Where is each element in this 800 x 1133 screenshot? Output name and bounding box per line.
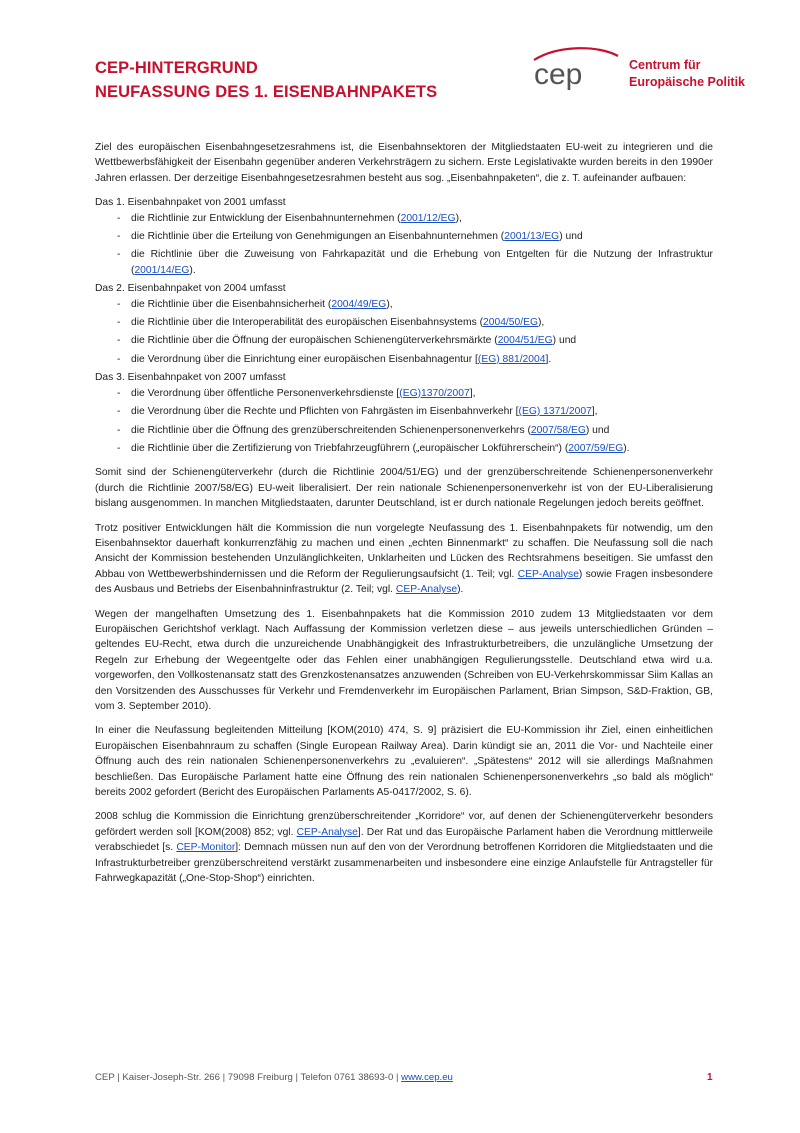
header-title-line2: NEUFASSUNG DES 1. EISENBAHNPAKETS xyxy=(95,83,438,101)
reform-paragraph: Trotz positiver Entwicklungen hält die Kommission die nun vorgelegte Neufassung des 1. Eisenbahnpakets für notwendig, um den Eisenbahnsektor dauerhaft konkurrenzfähig zu machen und einen „echten Binnenmarkt“ zu schaffen. Die Neufassung soll die nach Ansicht der Kommission bestehenden Unzulänglichkeiten, Unklarheiten und Lücken des Rechtsrahmens beseitigen. Sie umfasst den Abbau von Wettbewerbshindernissen und die Reform der Regulierungsaufsicht (1. Teil; vgl. CEP-Analyse) sowie Fragen insbesondere des Ausbaus und Betriebs der Eisenbahninfrastruktur (2. Teil; vgl. CEP-Analyse). xyxy=(95,522,713,596)
list-item: - die Richtlinie über die Eisenbahnsicherheit (2004/49/EG), xyxy=(95,297,713,312)
logo-name-line2: Europäische Politik xyxy=(629,75,746,89)
list-item: - die Richtlinie über die Erteilung von Genehmigungen an Eisenbahnunternehmen (2001/13/EG) und xyxy=(95,229,713,244)
infringement-paragraph: Wegen der mangelhaften Umsetzung des 1. Eisenbahnpakets hat die Kommission 2010 zudem 13 Mitgliedstaaten vor dem Europäischen Gerichtshof verklagt. Nach Auffassung der Kommission verletzen diese – aus jeweils unterschiedlichen Gründen – geltendes EU-Recht, etwa durch die unzureichende Unabhängigkeit des Infrastrukturbetreibers, die unzulängliche Umsetzung der Regeln zur Erhebung der Wegeentgelte oder das Fehlen einer unabhängigen Regulierungsstelle. Deutschland etwa wird u.a. vorgeworfen, den Vollkostenansatz statt des Grenzkostenansatzes anzuwenden (Schreiben von EU-Verkehrskommissar Siim Kallas an den Vorsitzenden des Ausschusses für Verkehr und Fremdenverkehr im Europäischen Parlament, Brian Simpson, S&D-Fraktion, GB, vom 3. September 2010). xyxy=(95,608,713,712)
list-item: - die Richtlinie über die Interoperabilität des europäischen Eisenbahnsystems (2004/50/EG), xyxy=(95,315,713,330)
package2-heading: Das 2. Eisenbahnpaket von 2004 umfasst xyxy=(95,283,286,295)
doc-link[interactable]: (EG) 1371/2007 xyxy=(518,406,592,418)
list-item: - die Richtlinie über die Zuweisung von Fahrkapazität und die Erhebung von Entgelten für die Nutzung der Infrastruktur (2001/14/EG). xyxy=(95,247,713,278)
cep-monitor-link[interactable]: CEP-Monitor xyxy=(176,842,236,854)
list-item: - die Richtlinie über die Zertifizierung von Triebfahrzeugführern („europäischer Lokführerschein“) (2007/59/EG). xyxy=(95,441,713,456)
cep-analyse-link[interactable]: CEP-Analyse xyxy=(517,568,579,580)
doc-link[interactable]: 2007/59/EG xyxy=(568,442,624,454)
cep-logo-mark xyxy=(528,44,623,92)
package2-list xyxy=(95,297,713,368)
intro-paragraph: Ziel des europäischen Eisenbahngesetzesrahmens ist, die Eisenbahnsektoren der Mitgliedstaaten EU-weit zu integrieren und die Wettbewerbsfähigkeit der Eisenbahn gegenüber anderen Verkehrsträgern zu sichern. Erste Legislativakte wurden bereits in den 1990er Jahren erlassen. Der derzeitige Eisenbahngesetzesrahmen besteht aus sog. „Eisenbahnpaketen“, die z. T. aufeinander aufbauen: xyxy=(95,142,713,184)
page-number: 1 xyxy=(707,1072,713,1083)
package3-list xyxy=(95,386,713,457)
communication-paragraph: In einer die Neufassung begleitenden Mitteilung [KOM(2010) 474, S. 9] präzisiert die EU-Kommission ihr Ziel, einen einheitlichen Europäischen Eisenbahnraum zu schaffen (Single European Railway Area). Darin kündigt sie an, 2011 die Vor- und Nachteile einer Öffnung auch des rein nationalen Schienenpersonenverkehrs zu „evaluieren“. „Spätestens“ 2012 will sie allerdings Maßnahmen beschließen. Das Europäische Parlament hatte eine Öffnung des rein nationalen Schienenpersonenverkehrs „so bald als möglich“ bereits 2002 gefordert (Bericht des Europäischen Parlaments A5-0417/2002, S. 6). xyxy=(95,725,713,799)
list-item: - die Richtlinie zur Entwicklung der Eisenbahnunternehmen (2001/12/EG), xyxy=(95,211,713,226)
package1-list xyxy=(95,211,713,279)
doc-link[interactable]: 2007/58/EG xyxy=(530,424,586,436)
doc-link[interactable]: (EG)1370/2007 xyxy=(399,387,470,399)
page-footer xyxy=(95,1072,453,1083)
website-link[interactable]: www.cep.eu xyxy=(401,1072,453,1083)
list-item: - die Verordnung über öffentliche Personenverkehrsdienste [(EG)1370/2007], xyxy=(95,386,713,401)
cep-analyse-link[interactable]: CEP-Analyse xyxy=(395,584,458,596)
doc-link[interactable]: 2001/13/EG xyxy=(504,231,560,243)
liberalisation-paragraph: Somit sind der Schienengüterverkehr (durch die Richtlinie 2004/51/EG) und der grenzüberschreitende Schienenpersonenverkehr (durch die Richtlinie 2007/58/EG) EU-weit liberalisiert. Der rein nationale Schienenpersonenverkehr ist von der EU-Liberalisierung bislang ausgenommen. In manchen Mitgliedstaaten, darunter Deutschland, ist er durch nationale Regelungen jedoch bereits geöffnet. xyxy=(95,467,713,510)
header-title-line1: CEP-HINTERGRUND xyxy=(95,59,258,77)
cep-logo xyxy=(528,44,746,92)
list-item: - die Verordnung über die Rechte und Pflichten von Fahrgästen im Eisenbahnverkehr [(EG) 1371/2007], xyxy=(95,404,713,419)
doc-link[interactable]: 2001/12/EG xyxy=(400,212,456,224)
package1-heading: Das 1. Eisenbahnpaket von 2001 umfasst xyxy=(95,197,286,209)
logo-name-line1: Centrum für xyxy=(629,58,701,72)
package3-heading: Das 3. Eisenbahnpaket von 2007 umfasst xyxy=(95,372,286,384)
footer-address: CEP | Kaiser-Joseph-Str. 266 | 79098 Freiburg | Telefon 0761 38693-0 | xyxy=(95,1072,402,1083)
doc-link[interactable]: 2004/51/EG xyxy=(497,335,553,347)
corridor-paragraph: 2008 schlug die Kommission die Einrichtung grenzüberschreitender „Korridore“ vor, auf denen der Schienengüterverkehr besonders gefördert werden soll [KOM(2008) 852; vgl. CEP-Analyse]. Der Rat und das Europäische Parlament haben die Verordnung mittlerweile verabschiedet [s. CEP-Monitor]: Demnach müssen nun auf den von der Verordnung betroffenen Korridoren die Mitgliedstaaten und die Infrastrukturbetreiber grenzüberschreitend verstärkt zusammenarbeiten und insbesondere eine einzige Anlaufstelle für Antragsteller für Fahrwegkapazität („One-Stop-Shop“) einrichten. xyxy=(95,811,713,885)
list-item: - die Richtlinie über die Öffnung der europäischen Schienengüterverkehrsmärkte (2004/51/EG) und xyxy=(95,333,713,348)
doc-link[interactable]: (EG) 881/2004 xyxy=(477,353,546,365)
doc-link[interactable]: 2001/14/EG xyxy=(134,264,190,276)
list-item: - die Richtlinie über die Öffnung des grenzüberschreitenden Schienenpersonenverkehrs (2007/58/EG) und xyxy=(95,423,713,438)
cep-analyse-link[interactable]: CEP-Analyse xyxy=(296,826,358,838)
main-content xyxy=(95,140,713,895)
doc-link[interactable]: 2004/50/EG xyxy=(483,317,538,329)
doc-link[interactable]: 2004/49/EG xyxy=(331,298,387,310)
logo-mark-text: cep xyxy=(534,58,583,91)
list-item: - die Verordnung über die Einrichtung einer europäischen Eisenbahnagentur [(EG) 881/2004]. xyxy=(95,352,713,367)
